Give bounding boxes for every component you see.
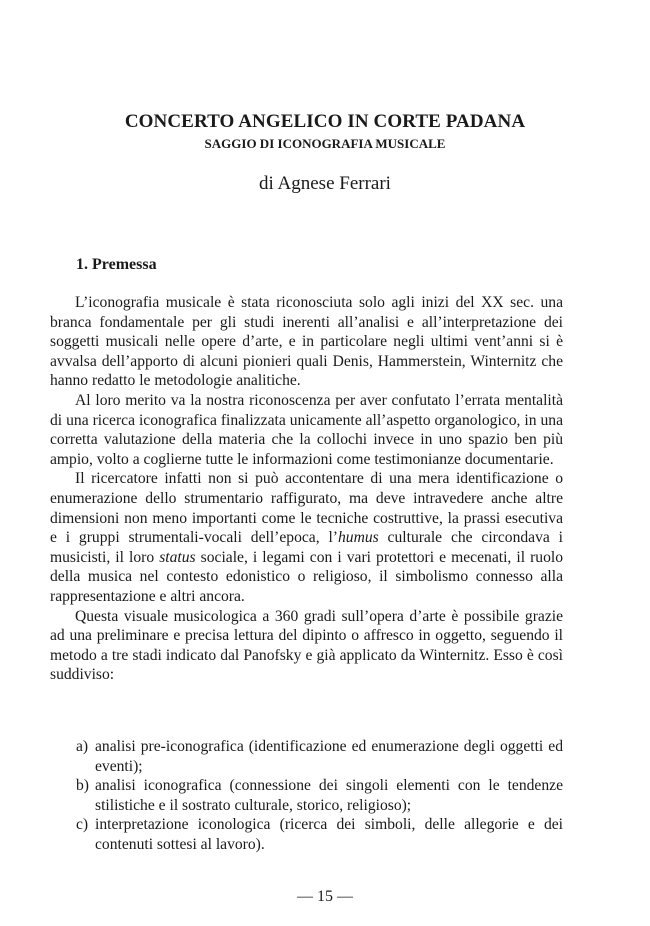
paragraph-2: Al loro merito va la nostra riconoscenza per aver confutato l’errata mentalità di una ricerca iconografica finalizzata unicamente all’aspetto organologico, in una corretta valutazione della materia che la collochi invece in uno spazio ben più ampio, volto a coglierne tutte le informazioni come testimonianze documentarie. [50,391,563,468]
list-marker: c) [76,816,89,834]
list-item-text: interpretazione iconologica (ricerca dei simboli, delle allegorie e dei contenuti sottesi al lavoro). [95,816,563,853]
page-number: — 15 — [297,888,353,905]
list-marker: a) [76,738,89,755]
paragraph-3-text-b: culturale che circondava i musicisti, il loro [50,529,563,566]
list-item [76,776,563,815]
paragraph-3-text-c: sociale, i legami con i vari protettori e mecenati, il ruolo della musica nel contesto edonistico o religioso, il simbolismo connesso alla rappresentazione e altri ancora. [50,548,563,605]
italic-term-status: status [159,548,196,566]
section-heading: 1. Premessa [76,256,157,273]
paragraph-3-text-a: Il ricercatore infatti non si può accontentare di una mera identificazione o enumerazione dello strumentario raffigurato, ma deve intravedere anche altre dimensioni non meno importanti come le tecniche costruttive, la prassi esecutiva e i gruppi strumentali-vocali dell’epoca, l’ [50,470,563,547]
paragraph-3 [50,469,563,606]
article-title: CONCERTO ANGELICO IN CORTE PADANA [124,111,526,132]
list-item [76,737,563,776]
list-item [76,815,563,854]
list-marker: b) [76,777,89,795]
paragraph-4: Questa visuale musicologica a 360 gradi sull’opera d’arte è possibile grazie ad una preliminare e precisa lettura del dipinto o affresco in oggetto, seguendo il metodo a tre stadi indicato dal Panofsky e già applicato da Winternitz. Esso è così suddiviso: [50,607,563,684]
paragraph-1: L’iconografia musicale è stata riconosciuta solo agli inizi del XX sec. una branca fondamentale per gli studi inerenti all’analisi e all’interpretazione dei soggetti musicali nelle opere d’arte, e in particolare negli ultimi vent’anni si è avvalsa dell’apporto di alcuni pionieri quali Denis, Hammerstein, Winternitz che hanno redatto le metodologie analitiche. [50,294,563,390]
article-body [50,293,563,685]
list-item-text: analisi pre-iconografica (identificazione ed enumerazione degli oggetti ed eventi); [95,738,563,775]
article-subtitle: SAGGIO DI ICONOGRAFIA MUSICALE [204,136,446,151]
method-stages-list [76,737,563,855]
italic-term-humus: humus [337,529,379,547]
article-author: di Agnese Ferrari [259,173,391,194]
list-item-text: analisi iconografica (connessione dei singoli elementi con le tendenze stilistiche e il sostrato culturale, storico, religioso); [95,777,563,814]
